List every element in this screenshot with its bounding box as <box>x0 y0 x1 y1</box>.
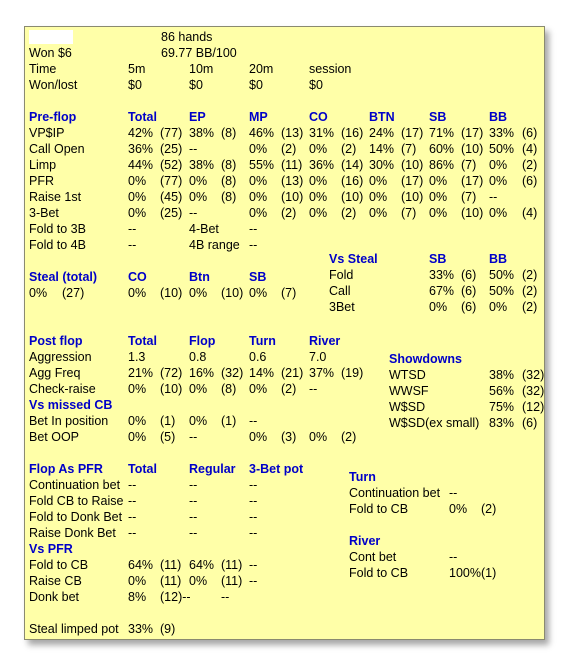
vs-pfr-row-cell: (11) <box>160 574 182 588</box>
bet-in-position-row-cell: 0% <box>128 414 147 428</box>
flop-pfr-row-cell: Continuation bet <box>29 478 121 492</box>
vs-steal-row-cell: 0% <box>429 300 448 314</box>
river-row-cell: -- <box>449 550 458 564</box>
vs-steal-row-cell: (2) <box>522 300 538 314</box>
flop-pfr-row-cell: Raise Donk Bet <box>29 526 116 540</box>
flop-pfr-row-cell: Fold to Donk Bet <box>29 510 123 524</box>
vs-steal-title: Vs Steal <box>329 252 378 266</box>
vs-pfr-row-cell: (11) <box>221 574 243 588</box>
preflop-row-cell: 14% <box>369 142 395 156</box>
flop-pfr-row-cell: -- <box>128 478 137 492</box>
river-row-cell: Fold to CB <box>349 566 409 580</box>
steal-row-cell: (7) <box>281 286 297 300</box>
wonlost-label: Won/lost <box>29 78 78 92</box>
preflop-row-cell: (77) <box>160 174 183 188</box>
vs-missed-cb-title: Vs missed CB <box>29 398 113 412</box>
preflop-row-cell: (17) <box>401 126 424 140</box>
flop-pfr-row-cell: -- <box>128 494 137 508</box>
check-raise-row-cell: Check-raise <box>29 382 96 396</box>
time-col-cell: 20m <box>249 62 274 76</box>
postflop-header: River <box>309 334 341 348</box>
vs-steal-row-cell: (2) <box>522 268 538 282</box>
fold-4b-label: Fold to 4B <box>29 238 86 252</box>
preflop-row-cell: (17) <box>461 174 484 188</box>
steal-row-cell: 0% <box>128 286 147 300</box>
preflop-row-cell: (10) <box>401 158 424 172</box>
preflop-row-cell: (2) <box>281 206 297 220</box>
preflop-row-cell: -- <box>489 190 498 204</box>
preflop-row-cell: 0% <box>489 158 508 172</box>
postflop-header: Flop <box>189 334 216 348</box>
preflop-row-cell: 0% <box>128 190 147 204</box>
vs-steal-row-cell: (6) <box>461 300 477 314</box>
flop-pfr-row-cell: -- <box>128 510 137 524</box>
preflop-row-cell: (25) <box>160 142 183 156</box>
vs-steal-sb-header: SB <box>429 252 447 266</box>
vs-pfr-row-cell: Fold to CB <box>29 558 89 572</box>
flop-pfr-row-cell: -- <box>128 526 137 540</box>
preflop-row-cell: (2) <box>281 142 297 156</box>
river-title: River <box>349 534 381 548</box>
flop-pfr-header: Regular <box>189 462 236 476</box>
vs-pfr-row-cell: Raise CB <box>29 574 82 588</box>
preflop-row-cell: 0% <box>309 174 328 188</box>
preflop-row-cell: (10) <box>461 206 484 220</box>
vs-steal-bb-header: BB <box>489 252 508 266</box>
turn-row-cell: Fold to CB <box>349 502 409 516</box>
preflop-row-cell: (7) <box>401 206 417 220</box>
wonlost-val-cell: $0 <box>189 78 203 92</box>
bet-in-position-row-cell: 0% <box>189 414 208 428</box>
steal-sb-header: SB <box>249 270 267 284</box>
showdown-row-cell: (32) <box>522 368 545 382</box>
preflop-row-cell: 36% <box>309 158 335 172</box>
vs-steal-row-cell: (2) <box>522 284 538 298</box>
preflop-row-cell: (13) <box>281 174 304 188</box>
preflop-header: BB <box>489 110 508 124</box>
showdown-row-cell: 56% <box>489 384 515 398</box>
four-bet-range-label: 4B range <box>189 238 240 252</box>
flop-pfr-row-cell: -- <box>249 478 258 492</box>
preflop-row-cell: 0% <box>249 142 268 156</box>
showdown-row-cell: W$SD(ex small) <box>389 416 480 430</box>
vs-steal-row-cell: 33% <box>429 268 455 282</box>
steal-co-header: CO <box>128 270 147 284</box>
showdown-row-cell: 38% <box>489 368 515 382</box>
preflop-row-cell: (7) <box>401 142 417 156</box>
wonlost-val-cell: $0 <box>128 78 142 92</box>
preflop-row-cell: (7) <box>461 158 477 172</box>
preflop-row-cell: 46% <box>249 126 275 140</box>
bet-in-position-row-cell: (1) <box>221 414 237 428</box>
time-col-cell: 5m <box>128 62 146 76</box>
agg-freq-row-cell: (19) <box>341 366 364 380</box>
flop-pfr-row-cell: -- <box>249 494 258 508</box>
preflop-row-cell: 0% <box>369 174 388 188</box>
donk-bet-count: (12)-- <box>160 590 191 604</box>
bet-oop-row-cell: -- <box>189 430 198 444</box>
preflop-row-cell: 42% <box>128 126 154 140</box>
preflop-row-cell: (11) <box>281 158 303 172</box>
donk-bet-label: Donk bet <box>29 590 80 604</box>
preflop-row-cell: 0% <box>249 206 268 220</box>
aggression-row-cell: 0.8 <box>189 350 207 364</box>
preflop-row-cell: 31% <box>309 126 335 140</box>
vs-steal-row-cell: 0% <box>489 300 508 314</box>
time-col-cell: 10m <box>189 62 214 76</box>
preflop-row-cell: 38% <box>189 126 215 140</box>
postflop-header: Total <box>128 334 157 348</box>
bet-oop-row-cell: (3) <box>281 430 297 444</box>
preflop-row-cell: 0% <box>309 142 328 156</box>
preflop-row-cell: -- <box>189 206 198 220</box>
preflop-row-cell: 71% <box>429 126 455 140</box>
check-raise-row-cell: (10) <box>160 382 183 396</box>
flop-pfr-row-cell: -- <box>189 510 198 524</box>
check-raise-row-cell: 0% <box>249 382 268 396</box>
preflop-row-cell: (2) <box>522 158 538 172</box>
preflop-row-cell: 50% <box>489 142 515 156</box>
check-raise-row-cell: (8) <box>221 382 237 396</box>
vs-steal-row-cell: 3Bet <box>329 300 355 314</box>
preflop-header: Total <box>128 110 157 124</box>
bet-oop-row-cell: Bet OOP <box>29 430 80 444</box>
player-name-box <box>29 30 73 44</box>
preflop-row-cell: (8) <box>221 126 237 140</box>
preflop-row-cell: 24% <box>369 126 395 140</box>
steal-limped-value: 33% <box>128 622 154 636</box>
preflop-row-cell: (7) <box>461 190 477 204</box>
fold-4b-value: -- <box>128 238 137 252</box>
preflop-row-cell: 0% <box>429 174 448 188</box>
bet-in-position-row-cell: (1) <box>160 414 176 428</box>
turn-row-cell: Continuation bet <box>349 486 441 500</box>
preflop-row-cell: 60% <box>429 142 455 156</box>
turn-row-cell: 0% <box>449 502 468 516</box>
preflop-header: EP <box>189 110 206 124</box>
vs-steal-row-cell: Call <box>329 284 351 298</box>
steal-limped-label: Steal limped pot <box>29 622 119 636</box>
aggression-row-cell: 1.3 <box>128 350 146 364</box>
vs-pfr-row-cell: 64% <box>189 558 215 572</box>
river-row-cell: 100%(1) <box>449 566 497 580</box>
steal-row-cell: 0% <box>29 286 48 300</box>
vs-pfr-row-cell: 0% <box>128 574 147 588</box>
preflop-row-cell: PFR <box>29 174 54 188</box>
showdown-row-cell: WWSF <box>389 384 429 398</box>
wonlost-val-cell: $0 <box>309 78 323 92</box>
bet-oop-row-cell: (5) <box>160 430 176 444</box>
preflop-row-cell: (10) <box>281 190 304 204</box>
bet-oop-row-cell: 0% <box>249 430 268 444</box>
preflop-row-cell: 0% <box>309 190 328 204</box>
flop-pfr-row-cell: -- <box>189 494 198 508</box>
fold-3b-label: Fold to 3B <box>29 222 86 236</box>
showdowns-title: Showdowns <box>389 352 462 366</box>
steal-row-cell: (10) <box>160 286 183 300</box>
flop-pfr-row-cell: Fold CB to Raise <box>29 494 124 508</box>
four-bet-label: 4-Bet <box>189 222 219 236</box>
preflop-row-cell: 55% <box>249 158 275 172</box>
flop-pfr-row-cell: -- <box>249 526 258 540</box>
flop-pfr-header: Flop As PFR <box>29 462 103 476</box>
hud-stats-panel <box>24 26 545 640</box>
bet-in-position-row-cell: Bet In position <box>29 414 109 428</box>
preflop-header: Pre-flop <box>29 110 77 124</box>
flop-pfr-header: Total <box>128 462 157 476</box>
preflop-row-cell: (10) <box>461 142 484 156</box>
preflop-row-cell: Raise 1st <box>29 190 82 204</box>
preflop-row-cell: (52) <box>160 158 183 172</box>
won-label: Won $6 <box>29 46 72 60</box>
preflop-row-cell: (2) <box>341 206 357 220</box>
vs-steal-row-cell: Fold <box>329 268 354 282</box>
turn-row-cell: (2) <box>481 502 497 516</box>
flop-pfr-row-cell: -- <box>189 478 198 492</box>
vs-pfr-row-cell: 64% <box>128 558 154 572</box>
agg-freq-row-cell: (21) <box>281 366 304 380</box>
preflop-row-cell: (8) <box>221 158 237 172</box>
vs-steal-row-cell: 50% <box>489 268 515 282</box>
flop-pfr-row-cell: -- <box>249 510 258 524</box>
preflop-row-cell: (13) <box>281 126 304 140</box>
preflop-row-cell: 38% <box>189 158 215 172</box>
preflop-row-cell: 0% <box>128 206 147 220</box>
vs-steal-row-cell: 67% <box>429 284 455 298</box>
agg-freq-row-cell: 14% <box>249 366 275 380</box>
preflop-header: SB <box>429 110 447 124</box>
steal-row-cell: (10) <box>221 286 244 300</box>
donk-bet-total: 8% <box>128 590 147 604</box>
preflop-row-cell: (8) <box>221 174 237 188</box>
vs-pfr-row-cell: 0% <box>189 574 208 588</box>
agg-freq-row-cell: Agg Freq <box>29 366 81 380</box>
steal-btn-header: Btn <box>189 270 210 284</box>
flop-pfr-header: 3-Bet pot <box>249 462 304 476</box>
preflop-row-cell: (17) <box>401 174 424 188</box>
preflop-row-cell: (16) <box>341 174 364 188</box>
postflop-header: Post flop <box>29 334 83 348</box>
time-col-cell: session <box>309 62 352 76</box>
preflop-row-cell: (10) <box>401 190 424 204</box>
showdown-row-cell: 83% <box>489 416 515 430</box>
preflop-row-cell: 0% <box>309 206 328 220</box>
preflop-row-cell: 0% <box>189 190 208 204</box>
showdown-row-cell: (6) <box>522 416 538 430</box>
preflop-row-cell: 0% <box>249 190 268 204</box>
preflop-row-cell: (17) <box>461 126 484 140</box>
preflop-row-cell: (14) <box>341 158 364 172</box>
preflop-row-cell: Limp <box>29 158 57 172</box>
steal-row-cell: (27) <box>62 286 85 300</box>
agg-freq-row-cell: 37% <box>309 366 335 380</box>
preflop-row-cell: Call Open <box>29 142 85 156</box>
fold-3b-value: -- <box>128 222 137 236</box>
bet-in-position-row-cell: -- <box>249 414 258 428</box>
preflop-row-cell: (77) <box>160 126 183 140</box>
vs-pfr-row-cell: (11) <box>221 558 243 572</box>
check-raise-row-cell: 0% <box>128 382 147 396</box>
preflop-row-cell: (8) <box>221 190 237 204</box>
preflop-row-cell: (2) <box>341 142 357 156</box>
preflop-row-cell: VP$IP <box>29 126 65 140</box>
aggression-row-cell: 0.6 <box>249 350 267 364</box>
preflop-row-cell: 0% <box>429 190 448 204</box>
preflop-row-cell: (4) <box>522 206 538 220</box>
bet-oop-row-cell: 0% <box>309 430 328 444</box>
steal-row-cell: 0% <box>189 286 208 300</box>
preflop-row-cell: 0% <box>369 206 388 220</box>
preflop-header: CO <box>309 110 328 124</box>
agg-freq-row-cell: 16% <box>189 366 215 380</box>
showdown-row-cell: 75% <box>489 400 515 414</box>
vs-pfr-row-cell: -- <box>249 558 258 572</box>
four-bet-range-value: -- <box>249 238 258 252</box>
showdown-row-cell: WTSD <box>389 368 426 382</box>
preflop-row-cell: (25) <box>160 206 183 220</box>
vs-steal-row-cell: (6) <box>461 268 477 282</box>
preflop-row-cell: (16) <box>341 126 364 140</box>
preflop-row-cell: 0% <box>429 206 448 220</box>
postflop-header: Turn <box>249 334 276 348</box>
vs-steal-row-cell: 50% <box>489 284 515 298</box>
preflop-row-cell: 0% <box>489 174 508 188</box>
preflop-row-cell: (6) <box>522 174 538 188</box>
aggression-row-cell: Aggression <box>29 350 92 364</box>
preflop-header: BTN <box>369 110 395 124</box>
bb-per-100: 69.77 BB/100 <box>161 46 237 60</box>
preflop-row-cell: 0% <box>189 174 208 188</box>
preflop-row-cell: (10) <box>341 190 364 204</box>
vs-pfr-title: Vs PFR <box>29 542 73 556</box>
wonlost-val-cell: $0 <box>249 78 263 92</box>
time-label: Time <box>29 62 57 76</box>
four-bet-value: -- <box>249 222 258 236</box>
steal-limped-count: (9) <box>160 622 176 636</box>
showdown-row-cell: (12) <box>522 400 545 414</box>
turn-row-cell: -- <box>449 486 458 500</box>
bet-oop-row-cell: 0% <box>128 430 147 444</box>
preflop-row-cell: -- <box>189 142 198 156</box>
preflop-row-cell: 30% <box>369 158 395 172</box>
agg-freq-row-cell: (32) <box>221 366 244 380</box>
preflop-row-cell: 0% <box>489 206 508 220</box>
preflop-row-cell: 44% <box>128 158 154 172</box>
preflop-row-cell: 0% <box>249 174 268 188</box>
preflop-row-cell: (45) <box>160 190 183 204</box>
check-raise-row-cell: 0% <box>189 382 208 396</box>
flop-pfr-row-cell: -- <box>189 526 198 540</box>
aggression-row-cell: 7.0 <box>309 350 327 364</box>
donk-bet-regular: -- <box>221 590 230 604</box>
showdown-row-cell: (32) <box>522 384 545 398</box>
river-row-cell: Cont bet <box>349 550 397 564</box>
steal-row-cell: 0% <box>249 286 268 300</box>
turn-title: Turn <box>349 470 376 484</box>
vs-steal-row-cell: (6) <box>461 284 477 298</box>
showdown-row-cell: W$SD <box>389 400 426 414</box>
preflop-row-cell: 3-Bet <box>29 206 59 220</box>
preflop-row-cell: 86% <box>429 158 455 172</box>
agg-freq-row-cell: 21% <box>128 366 154 380</box>
preflop-row-cell: 0% <box>369 190 388 204</box>
preflop-header: MP <box>249 110 268 124</box>
bet-oop-row-cell: (2) <box>341 430 357 444</box>
check-raise-row-cell: (2) <box>281 382 297 396</box>
steal-title: Steal (total) <box>29 270 98 284</box>
hands-count: 86 hands <box>161 30 213 44</box>
preflop-row-cell: 0% <box>128 174 147 188</box>
check-raise-row-cell: -- <box>309 382 318 396</box>
preflop-row-cell: 36% <box>128 142 154 156</box>
preflop-row-cell: 33% <box>489 126 515 140</box>
preflop-row-cell: (6) <box>522 126 538 140</box>
vs-pfr-row-cell: -- <box>249 574 258 588</box>
preflop-row-cell: (4) <box>522 142 538 156</box>
agg-freq-row-cell: (72) <box>160 366 183 380</box>
vs-pfr-row-cell: (11) <box>160 558 182 572</box>
